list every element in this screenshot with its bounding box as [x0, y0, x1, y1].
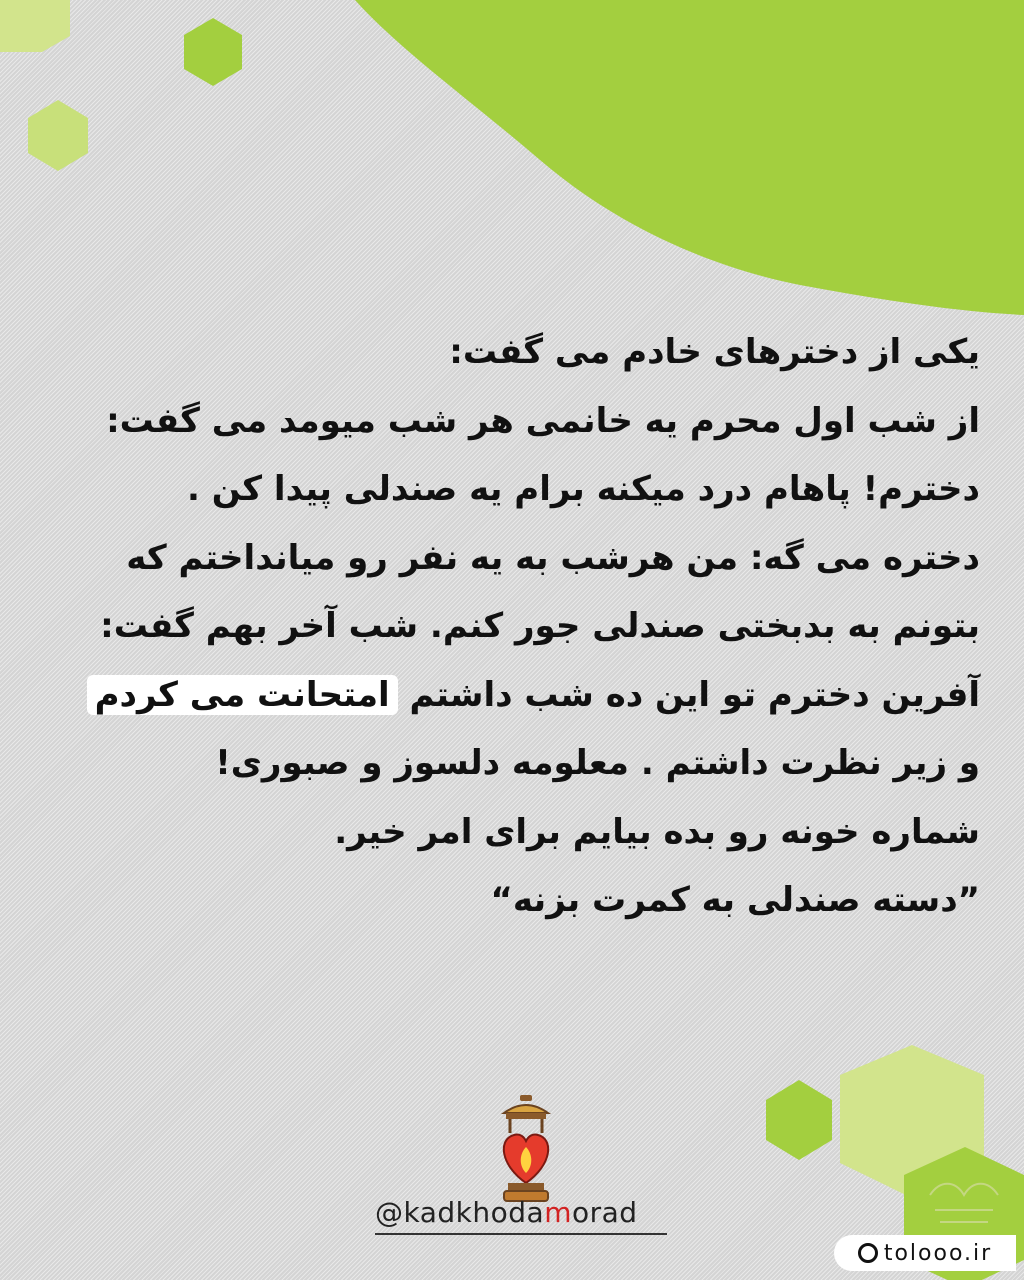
globe-icon: [858, 1243, 878, 1263]
handle-text: @kadkhoda: [375, 1196, 545, 1229]
story-line: و زیر نظرت داشتم . معلومه دلسوز و صبوری!: [215, 743, 980, 783]
story-line: از شب اول محرم یه خانمی هر شب میومد می گفت:: [106, 400, 980, 441]
green-blob-shape: [355, 0, 1024, 315]
story-line: دختره می گه: من هرشب به یه نفر رو میانداختم که: [126, 537, 980, 578]
story-line: شماره خونه رو بده بیایم برای امر خیر.: [334, 811, 980, 852]
hexagon-shape: [184, 18, 242, 86]
story-line: دخترم! پاهام درد میکنه برام یه صندلی پیدا کن .: [186, 469, 980, 509]
watermark-text: tolooo.ir: [883, 1240, 993, 1266]
hexagon-shape: [28, 100, 88, 171]
handle-text: orad: [571, 1196, 638, 1229]
hexagon-shape: [766, 1080, 832, 1160]
story-line-part: آفرین دخترم تو این ده شب داشتم: [397, 674, 980, 715]
story-line: یکی از دخترهای خادم می گفت:: [449, 332, 980, 372]
story-line-with-highlight: [60, 661, 980, 730]
highlighted-phrase: امتحانت می کردم: [87, 675, 398, 715]
story-text: [60, 318, 980, 935]
story-line: ”دسته صندلی به کمرت بزنه“: [490, 880, 980, 920]
handle-accent-letter: m: [544, 1196, 572, 1229]
hexagon-shape: [0, 0, 70, 52]
story-line: بتونم به بدبختی صندلی جور کنم. شب آخر بهم گفت:: [100, 606, 980, 646]
lantern-icon: [492, 1095, 560, 1205]
site-watermark: [834, 1235, 1016, 1271]
instagram-handle: [375, 1196, 667, 1235]
